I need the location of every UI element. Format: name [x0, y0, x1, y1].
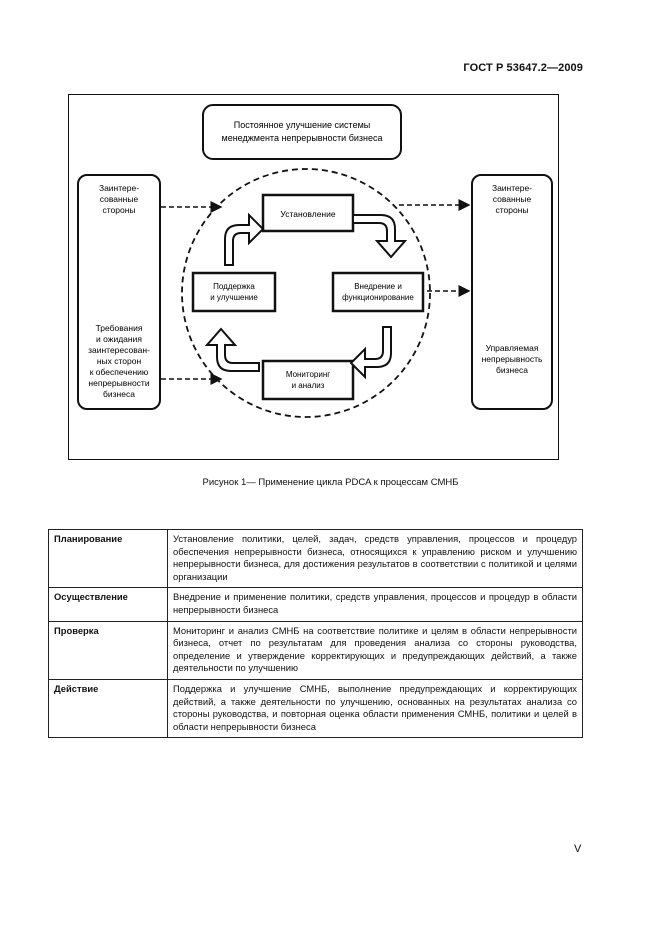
figure-text-line: непрерывности [88, 378, 150, 388]
figure-text-line: и улучшение [210, 293, 258, 302]
right-panel-stakeholders-label [492, 183, 532, 215]
row-description: Внедрение и применение политики, средств управления, процессов и процедур в области непрерывности бизнеса [168, 588, 583, 621]
figure-text-line: функционирование [342, 293, 414, 302]
figure-text-line: сованные [492, 194, 532, 204]
figure-text-line: стороны [102, 205, 136, 215]
table-row [49, 588, 583, 621]
figure-text-line: заинтересован- [88, 345, 150, 355]
figure-text-line: Заинтере- [491, 183, 533, 193]
figure-text-line: и анализ [291, 381, 325, 390]
row-term: Планирование [49, 530, 168, 588]
stage-act-box [193, 273, 275, 311]
row-term: Проверка [49, 621, 168, 679]
continuous-improvement-line2: менеджмента непрерывности бизнеса [221, 133, 383, 143]
row-description: Мониторинг и анализ СМНБ на соответствие политике и целям в области непрерывности бизнеса, отчет по результатам для проведения анализа со стороны руководства, определение и утверждение корректирующих и предупреждающих действий, а также деятельности по улучшению [168, 621, 583, 679]
table-row [49, 621, 583, 679]
figure-text-line: Установление [280, 209, 336, 219]
figure-text-line: бизнеса [103, 389, 135, 399]
arrow-do-to-check [351, 327, 391, 377]
page-number: V [574, 843, 582, 855]
stage-check-box [263, 361, 353, 399]
figure-text-line: стороны [495, 205, 529, 215]
table-row [49, 679, 583, 737]
pdca-figure [68, 94, 559, 460]
table-row [49, 530, 583, 588]
left-panel-requirements-label [88, 323, 150, 399]
row-term: Действие [49, 679, 168, 737]
figure-text-line: к обеспечению [89, 367, 149, 377]
figure-text-line: и ожидания [96, 334, 142, 344]
figure-text-line: непрерывность [481, 354, 543, 364]
figure-caption: Рисунок 1— Применение цикла PDCA к процессам СМНБ [202, 477, 459, 488]
continuous-improvement-line1: Постоянное улучшение системы [233, 120, 371, 130]
figure-text-line: Внедрение и [354, 282, 402, 291]
row-term: Осуществление [49, 588, 168, 621]
arrow-act-to-plan [225, 215, 263, 265]
figure-text-line: Поддержка [213, 282, 255, 291]
stage-plan-label [280, 209, 335, 219]
figure-text-line: сованные [99, 194, 139, 204]
continuous-improvement-box [203, 105, 401, 159]
row-description: Установление политики, целей, задач, средств управления, процессов и процедур обеспечения непрерывности бизнеса, относящихся к управлению риском и улучшению непрерывности бизнеса, для достижения результатов в соответствии с политикой и целями организации [168, 530, 583, 588]
left-panel-stakeholders-label [99, 183, 139, 215]
stage-do-box [333, 273, 423, 311]
pdca-diagram [69, 95, 560, 461]
figure-text-line: Управляемая [485, 343, 539, 353]
arrow-check-to-act [207, 329, 259, 371]
row-description: Поддержка и улучшение СМНБ, выполнение предупреждающих и корректирующих действий, а также деятельности по улучшению, основанных на результатах анализа со стороны руководства, и повторная оценка области применения СМНБ, политики и целей в области непрерывности бизнеса [168, 679, 583, 737]
figure-text-line: Заинтере- [98, 183, 140, 193]
figure-text-line: Мониторинг [285, 370, 331, 379]
figure-text-line: бизнеса [496, 365, 528, 375]
figure-text-line: ных сторон [96, 356, 142, 366]
arrow-plan-to-do [353, 215, 405, 257]
figure-text-line: Требования [95, 323, 143, 333]
document-code: ГОСТ Р 53647.2—2009 [463, 62, 583, 74]
pdca-definitions-table [48, 529, 583, 738]
